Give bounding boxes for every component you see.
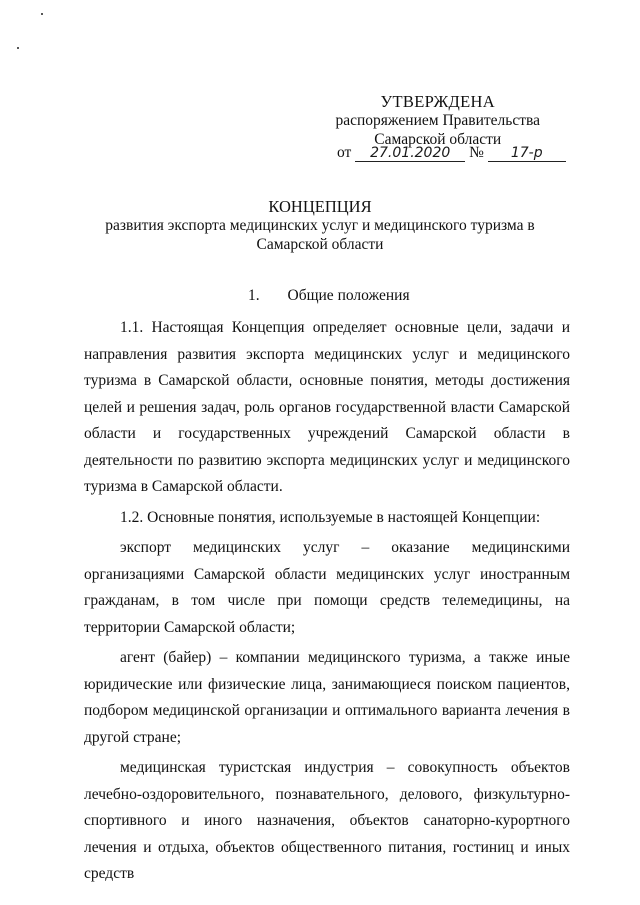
paragraph-1-2: 1.2. Основные понятия, используемые в настоящей Концепции: [120, 508, 541, 526]
paragraph-1-1: 1.1. Настоящая Концепция определяет основные цели, задачи и направления развития экспорта медицинских услуг и медицинского туризма в Самарской области, основные понятия, методы достижения целей и решения задач, роль органов государственной власти Самарской области и государственных учреждений Самарской области в деятельности по развитию экспорта медицинских услуг и медицинского туризма в Самарской области. [84, 319, 570, 495]
definition-export-first-line: экспорт медицинских услуг – оказание медицинскими [120, 539, 570, 556]
section-number: 1. [248, 287, 260, 304]
approval-title: УТВЕРЖДЕНА [380, 92, 495, 111]
date-prefix: от [337, 144, 352, 161]
document-subtitle-line-1: развития экспорта медицинских услуг и медицинского туризма в [105, 217, 535, 234]
approval-stamp [335, 92, 540, 149]
definition-export-rest: организациями Самарской области медицинских услуг иностранным гражданам, в том числе при помощи средств телемедицины, на территории Самарской области; [84, 565, 570, 636]
definition-agent: агент (байер) – компании медицинского туризма, а также иные юридические или физические лица, занимающиеся поиском пациентов, подбором медицинской организации и оптимального варианта лечения в другой стране; [84, 649, 570, 746]
definition-tourism-industry: медицинская туристская индустрия – совокупность объектов лечебно-оздоровительного, познавательного, делового, физкультурно-спортивного и иного назначения, объектов санаторно-курортного лечения и отдыха, объектов общественного питания, гостиниц и иных средств [84, 759, 570, 882]
number-prefix: № [469, 144, 484, 161]
document-title: КОНЦЕПЦИЯ [268, 197, 372, 216]
handwritten-date: 27.01.2020 [355, 145, 465, 162]
approval-line-2: Самарской области [374, 131, 502, 148]
approval-date-line [337, 144, 566, 162]
scan-speck [41, 13, 43, 15]
document-title-block [0, 197, 640, 254]
handwritten-number: 17-р [488, 145, 566, 162]
document-body [84, 315, 570, 888]
approval-line-1: распоряжением Правительства [335, 112, 540, 129]
section-heading [248, 287, 410, 305]
scan-speck [17, 47, 19, 49]
section-title: Общие положения [287, 287, 410, 304]
document-subtitle-line-2: Самарской области [256, 236, 384, 253]
